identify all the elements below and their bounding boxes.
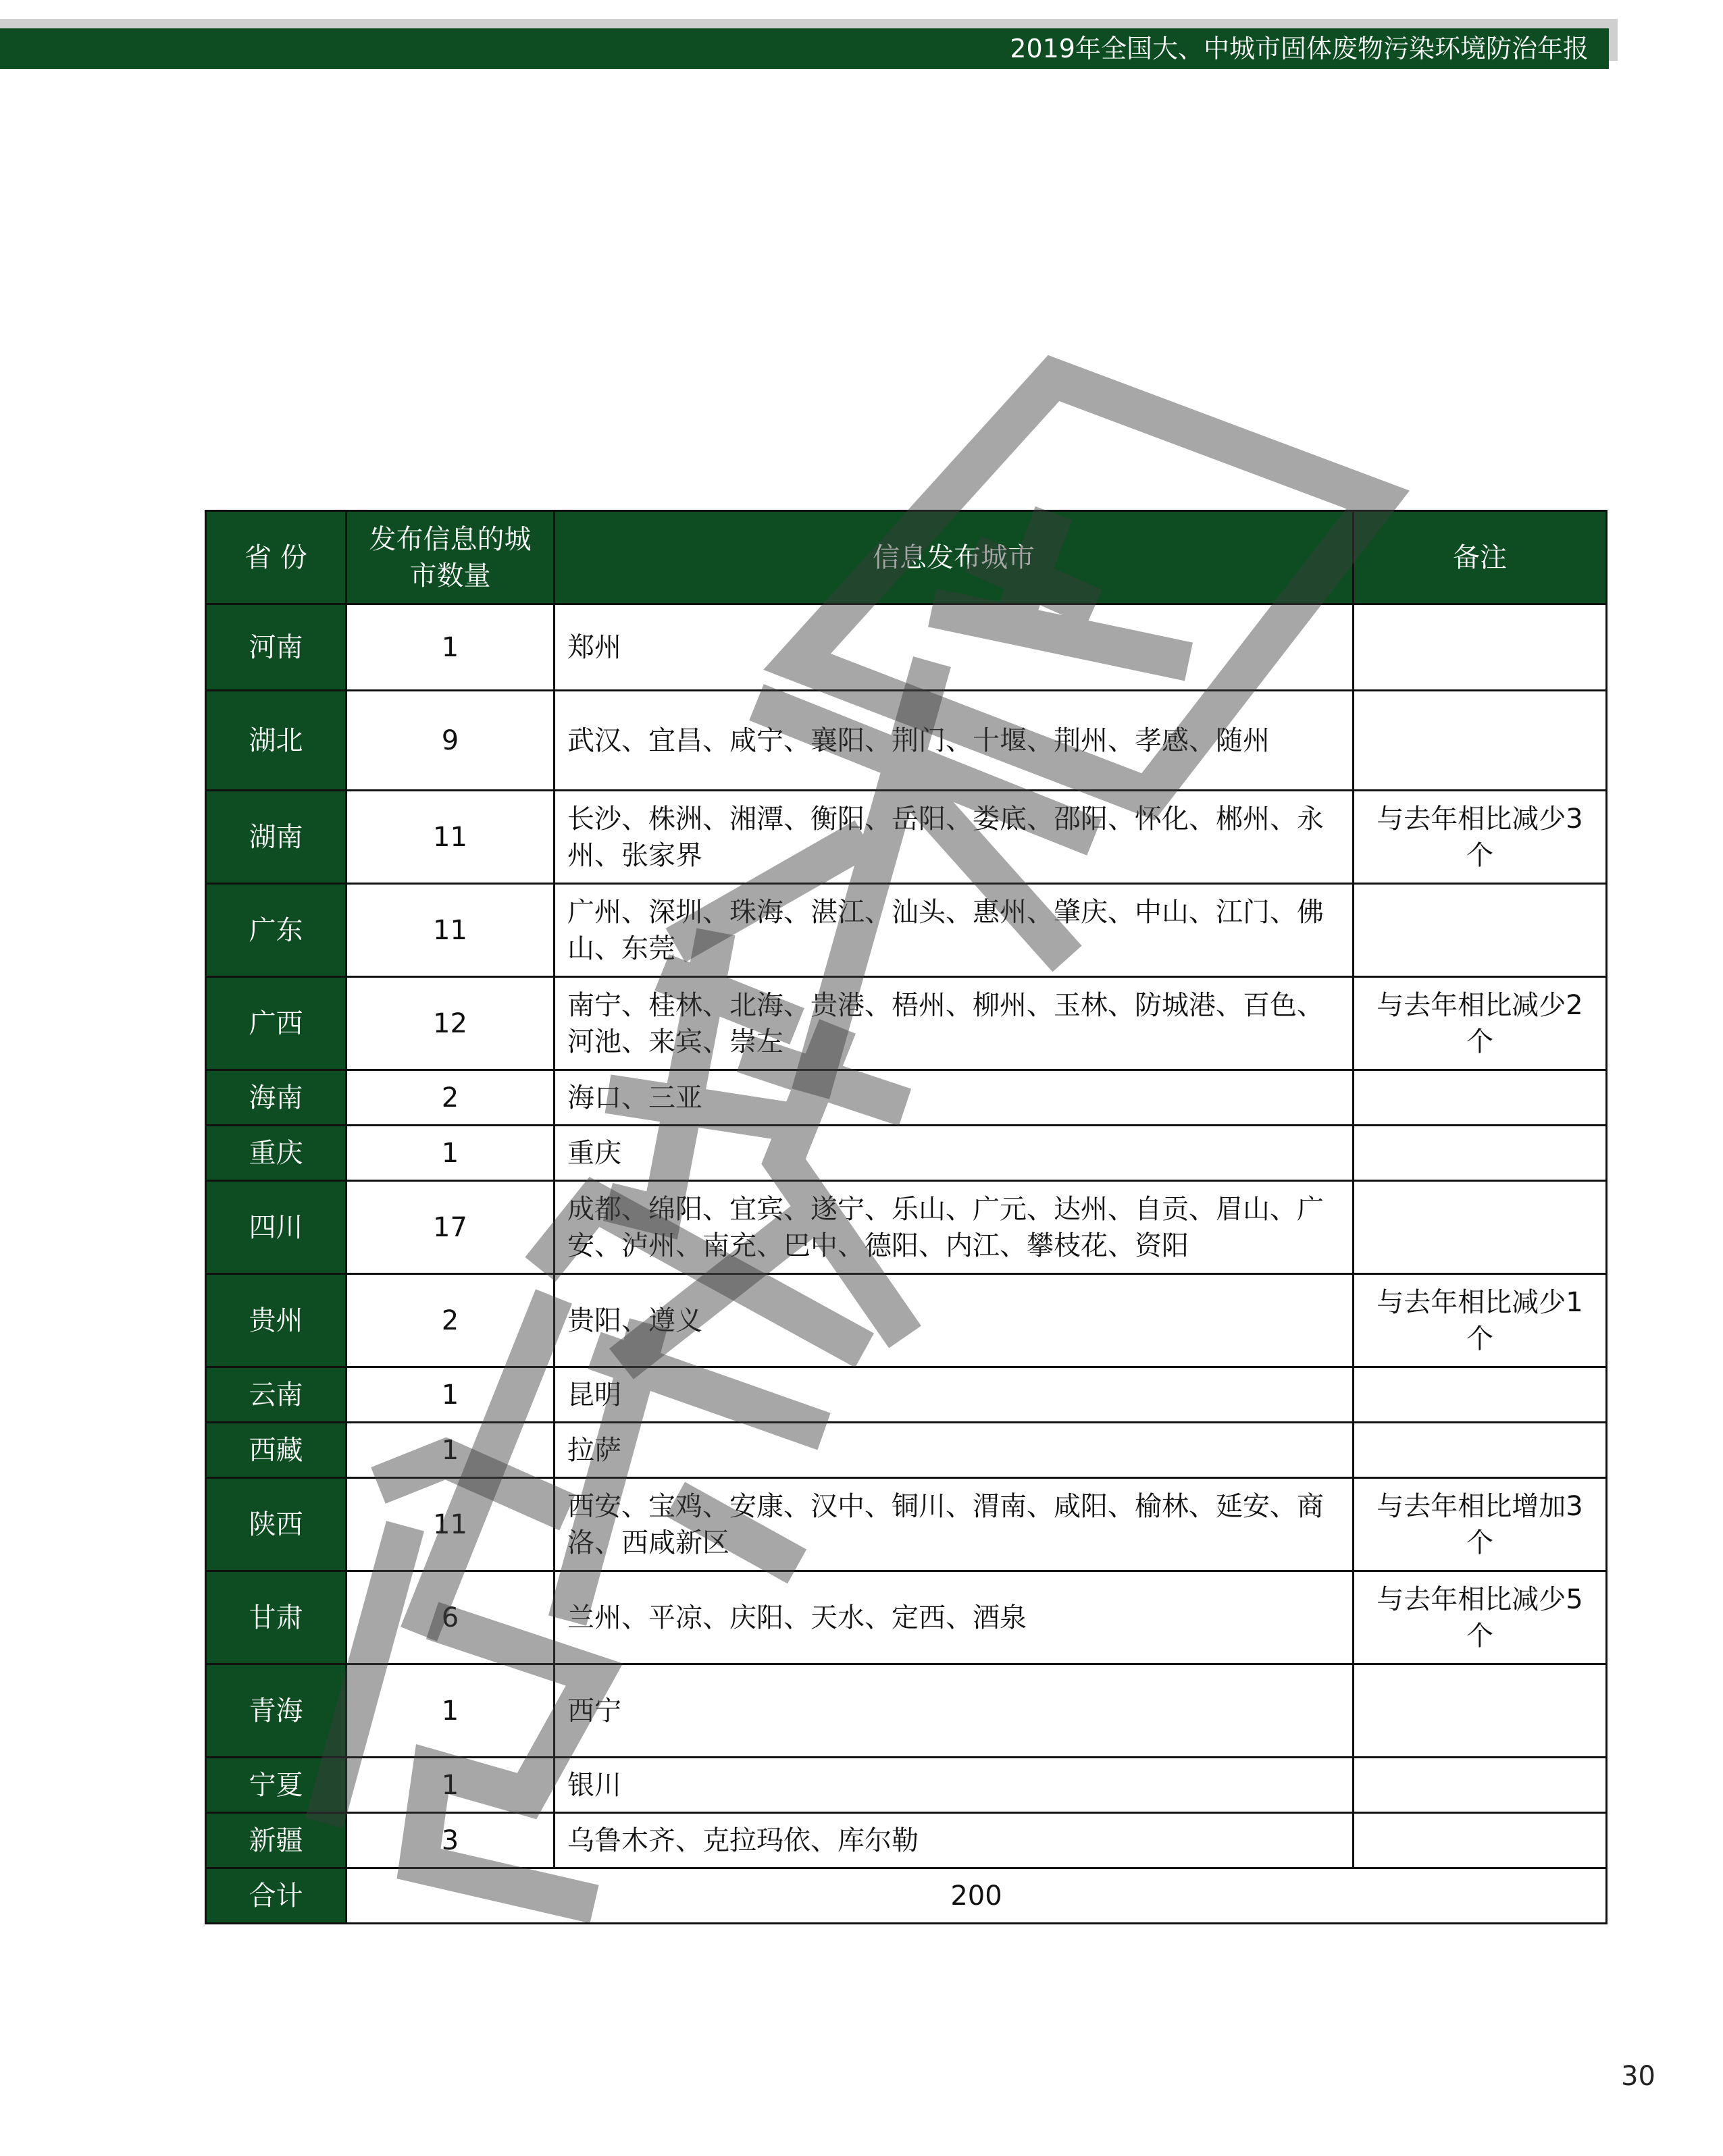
cities-cell: 郑州 bbox=[555, 604, 1354, 691]
header-band bbox=[0, 28, 1609, 69]
province-cell: 四川 bbox=[206, 1181, 346, 1274]
column-header-province: 省 份 bbox=[206, 511, 346, 604]
cities-cell: 西安、宝鸡、安康、汉中、铜川、渭南、咸阳、榆林、延安、商洛、西咸新区 bbox=[555, 1478, 1354, 1571]
city-info-table bbox=[205, 510, 1608, 1924]
province-cell: 广西 bbox=[206, 977, 346, 1070]
cities-cell: 成都、绵阳、宜宾、遂宁、乐山、广元、达州、自贡、眉山、广安、泸州、南充、巴中、德阳、内江、攀枝花、资阳 bbox=[555, 1181, 1354, 1274]
cities-cell: 银川 bbox=[555, 1758, 1354, 1813]
column-header-city-count: 发布信息的城市数量 bbox=[346, 511, 555, 604]
province-cell: 陕西 bbox=[206, 1478, 346, 1571]
count-cell: 11 bbox=[346, 1478, 555, 1571]
note-cell bbox=[1354, 1423, 1607, 1478]
table-row bbox=[206, 977, 1607, 1070]
page-number: 30 bbox=[1621, 2061, 1655, 2092]
cities-cell: 南宁、桂林、北海、贵港、梧州、柳州、玉林、防城港、百色、河池、来宾、崇左 bbox=[555, 977, 1354, 1070]
cities-cell: 广州、深圳、珠海、湛江、汕头、惠州、肇庆、中山、江门、佛山、东莞 bbox=[555, 884, 1354, 977]
cities-cell: 拉萨 bbox=[555, 1423, 1354, 1478]
province-cell: 湖南 bbox=[206, 791, 346, 884]
table-row bbox=[206, 1478, 1607, 1571]
count-cell: 1 bbox=[346, 1664, 555, 1758]
count-cell: 1 bbox=[346, 604, 555, 691]
count-cell: 12 bbox=[346, 977, 555, 1070]
count-cell: 11 bbox=[346, 791, 555, 884]
table-row bbox=[206, 691, 1607, 791]
cities-cell: 贵阳、遵义 bbox=[555, 1274, 1354, 1367]
province-cell: 重庆 bbox=[206, 1126, 346, 1181]
table-row bbox=[206, 1813, 1607, 1868]
province-cell: 河南 bbox=[206, 604, 346, 691]
count-cell: 2 bbox=[346, 1070, 555, 1126]
note-cell: 与去年相比减少2个 bbox=[1354, 977, 1607, 1070]
province-cell: 青海 bbox=[206, 1664, 346, 1758]
note-cell bbox=[1354, 691, 1607, 791]
column-header-cities: 信息发布城市 bbox=[555, 511, 1354, 604]
province-cell: 广东 bbox=[206, 884, 346, 977]
table-row bbox=[206, 1758, 1607, 1813]
count-cell: 1 bbox=[346, 1758, 555, 1813]
table-body bbox=[206, 604, 1607, 1924]
cities-cell: 西宁 bbox=[555, 1664, 1354, 1758]
count-cell: 11 bbox=[346, 884, 555, 977]
note-cell bbox=[1354, 1126, 1607, 1181]
note-cell bbox=[1354, 604, 1607, 691]
cities-cell: 重庆 bbox=[555, 1126, 1354, 1181]
table-row bbox=[206, 1367, 1607, 1423]
note-cell bbox=[1354, 1181, 1607, 1274]
table-row bbox=[206, 1181, 1607, 1274]
cities-cell: 昆明 bbox=[555, 1367, 1354, 1423]
count-cell: 1 bbox=[346, 1126, 555, 1181]
note-cell bbox=[1354, 1664, 1607, 1758]
table-row bbox=[206, 1571, 1607, 1664]
note-cell bbox=[1354, 1813, 1607, 1868]
province-cell: 云南 bbox=[206, 1367, 346, 1423]
table-row bbox=[206, 1664, 1607, 1758]
cities-cell: 海口、三亚 bbox=[555, 1070, 1354, 1126]
count-cell: 6 bbox=[346, 1571, 555, 1664]
total-row bbox=[206, 1868, 1607, 1924]
note-cell: 与去年相比减少5个 bbox=[1354, 1571, 1607, 1664]
province-cell: 海南 bbox=[206, 1070, 346, 1126]
table-row bbox=[206, 1274, 1607, 1367]
note-cell: 与去年相比减少1个 bbox=[1354, 1274, 1607, 1367]
table-row bbox=[206, 604, 1607, 691]
province-cell: 新疆 bbox=[206, 1813, 346, 1868]
note-cell bbox=[1354, 1367, 1607, 1423]
note-cell: 与去年相比减少3个 bbox=[1354, 791, 1607, 884]
cities-cell: 兰州、平凉、庆阳、天水、定西、酒泉 bbox=[555, 1571, 1354, 1664]
table-row bbox=[206, 1126, 1607, 1181]
count-cell: 17 bbox=[346, 1181, 555, 1274]
column-header-note: 备注 bbox=[1354, 511, 1607, 604]
total-value-cell: 200 bbox=[346, 1868, 1607, 1924]
report-title: 2019年全国大、中城市固体废物污染环境防治年报 bbox=[1010, 34, 1589, 63]
province-cell: 西藏 bbox=[206, 1423, 346, 1478]
note-cell: 与去年相比增加3个 bbox=[1354, 1478, 1607, 1571]
note-cell bbox=[1354, 1070, 1607, 1126]
count-cell: 2 bbox=[346, 1274, 555, 1367]
total-label-cell: 合计 bbox=[206, 1868, 346, 1924]
cities-cell: 乌鲁木齐、克拉玛依、库尔勒 bbox=[555, 1813, 1354, 1868]
count-cell: 1 bbox=[346, 1367, 555, 1423]
cities-cell: 长沙、株洲、湘潭、衡阳、岳阳、娄底、邵阳、怀化、郴州、永州、张家界 bbox=[555, 791, 1354, 884]
province-cell: 甘肃 bbox=[206, 1571, 346, 1664]
note-cell bbox=[1354, 1758, 1607, 1813]
province-cell: 贵州 bbox=[206, 1274, 346, 1367]
table-row bbox=[206, 1070, 1607, 1126]
table-row bbox=[206, 791, 1607, 884]
count-cell: 9 bbox=[346, 691, 555, 791]
cities-cell: 武汉、宜昌、咸宁、襄阳、荆门、十堰、荆州、孝感、随州 bbox=[555, 691, 1354, 791]
table-row bbox=[206, 1423, 1607, 1478]
table-row bbox=[206, 884, 1607, 977]
province-cell: 宁夏 bbox=[206, 1758, 346, 1813]
note-cell bbox=[1354, 884, 1607, 977]
count-cell: 1 bbox=[346, 1423, 555, 1478]
table-header-row bbox=[206, 511, 1607, 604]
count-cell: 3 bbox=[346, 1813, 555, 1868]
province-cell: 湖北 bbox=[206, 691, 346, 791]
